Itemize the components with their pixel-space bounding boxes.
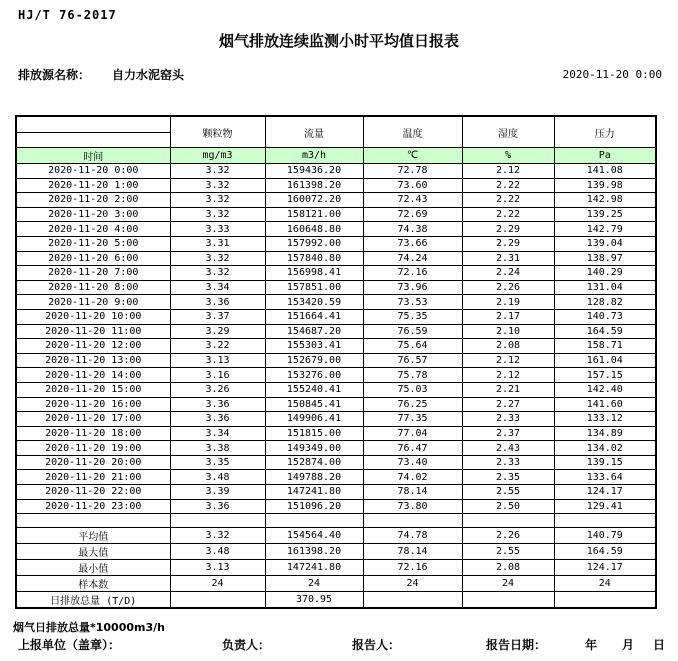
summary-value-1: 154564.40: [265, 528, 363, 544]
value-cell-1: 153276.00: [265, 368, 363, 383]
time-cell: 2020-11-20 15:00: [16, 382, 170, 397]
value-cell-2: 73.40: [363, 455, 462, 470]
value-cell-4: 133.64: [554, 470, 656, 485]
summary-label: 日排放总量 (T/D): [16, 592, 170, 609]
value-cell-0: 3.32: [170, 207, 265, 222]
summary-value-3: 2.08: [462, 560, 554, 576]
value-cell-4: 139.98: [554, 178, 656, 193]
time-header-blank: [16, 116, 170, 132]
value-cell-3: 2.43: [462, 441, 554, 456]
value-cell-2: 73.80: [363, 499, 462, 514]
value-cell-4: 161.04: [554, 353, 656, 368]
summary-value-2: 78.14: [363, 544, 462, 560]
value-cell-4: 158.71: [554, 339, 656, 354]
value-cell-1: 161398.20: [265, 178, 363, 193]
value-cell-2: 72.69: [363, 207, 462, 222]
value-cell-4: 140.29: [554, 266, 656, 281]
value-cell-1: 149349.00: [265, 441, 363, 456]
value-cell-0: 3.39: [170, 485, 265, 500]
value-cell-4: 133.12: [554, 412, 656, 427]
value-cell-3: 2.22: [462, 207, 554, 222]
time-cell: 2020-11-20 16:00: [16, 397, 170, 412]
unit-cell-2: ℃: [363, 148, 462, 164]
value-cell-0: 3.35: [170, 455, 265, 470]
summary-value-0: 3.48: [170, 544, 265, 560]
value-cell-4: 140.73: [554, 309, 656, 324]
value-cell-4: 134.89: [554, 426, 656, 441]
value-cell-3: 2.12: [462, 353, 554, 368]
year-label: 年: [585, 638, 598, 652]
value-cell-3: 2.22: [462, 178, 554, 193]
value-cell-2: 76.57: [363, 353, 462, 368]
value-cell-3: 2.29: [462, 222, 554, 237]
summary-label: 样本数: [16, 576, 170, 592]
value-cell-0: 3.32: [170, 266, 265, 281]
value-cell-2: 72.78: [363, 164, 462, 179]
column-header-3: 湿度: [462, 116, 554, 148]
value-cell-1: 159436.20: [265, 164, 363, 179]
emission-source-line: [18, 66, 184, 83]
value-cell-3: 2.55: [462, 485, 554, 500]
value-cell-3: 2.17: [462, 309, 554, 324]
summary-label: 最小值: [16, 560, 170, 576]
value-cell-2: 75.35: [363, 309, 462, 324]
time-cell: 2020-11-20 9:00: [16, 295, 170, 310]
time-cell: 2020-11-20 22:00: [16, 485, 170, 500]
summary-value-4: [554, 592, 656, 609]
summary-value-3: 2.26: [462, 528, 554, 544]
value-cell-3: 2.35: [462, 470, 554, 485]
value-cell-1: 158121.00: [265, 207, 363, 222]
value-cell-3: 2.50: [462, 499, 554, 514]
value-cell-2: 73.96: [363, 280, 462, 295]
value-cell-0: 3.36: [170, 397, 265, 412]
value-cell-2: 73.53: [363, 295, 462, 310]
value-cell-2: 76.59: [363, 324, 462, 339]
gap-cell: [265, 514, 363, 528]
value-cell-3: 2.22: [462, 193, 554, 208]
value-cell-1: 157851.00: [265, 280, 363, 295]
time-cell: 2020-11-20 14:00: [16, 368, 170, 383]
value-cell-1: 157992.00: [265, 236, 363, 251]
gap-cell: [462, 514, 554, 528]
time-cell: 2020-11-20 17:00: [16, 412, 170, 427]
value-cell-3: 2.12: [462, 164, 554, 179]
unit-cell-3: %: [462, 148, 554, 164]
value-cell-2: 76.47: [363, 441, 462, 456]
value-cell-2: 75.78: [363, 368, 462, 383]
value-cell-1: 160648.80: [265, 222, 363, 237]
value-cell-4: 139.15: [554, 455, 656, 470]
value-cell-0: 3.32: [170, 164, 265, 179]
value-cell-3: 2.33: [462, 455, 554, 470]
column-header-1: 流量: [265, 116, 363, 148]
summary-value-1: 370.95: [265, 592, 363, 609]
value-cell-3: 2.21: [462, 382, 554, 397]
value-cell-4: 142.40: [554, 382, 656, 397]
unit-cell-1: m3/h: [265, 148, 363, 164]
emission-source-name: 自力水泥窑头: [112, 68, 185, 82]
value-cell-0: 3.36: [170, 295, 265, 310]
value-cell-0: 3.34: [170, 426, 265, 441]
value-cell-0: 3.22: [170, 339, 265, 354]
value-cell-0: 3.32: [170, 251, 265, 266]
value-cell-1: 151815.00: [265, 426, 363, 441]
summary-value-0: 3.32: [170, 528, 265, 544]
responsible-label: 负责人：: [222, 638, 271, 652]
gap-cell: [554, 514, 656, 528]
value-cell-2: 73.66: [363, 236, 462, 251]
summary-value-2: [363, 592, 462, 609]
value-cell-3: 2.12: [462, 368, 554, 383]
value-cell-4: 124.17: [554, 485, 656, 500]
value-cell-0: 3.26: [170, 382, 265, 397]
time-cell: 2020-11-20 5:00: [16, 236, 170, 251]
unit-cell-0: mg/m3: [170, 148, 265, 164]
time-cell: 2020-11-20 21:00: [16, 470, 170, 485]
summary-value-4: 124.17: [554, 560, 656, 576]
value-cell-1: 147241.80: [265, 485, 363, 500]
value-cell-4: 141.08: [554, 164, 656, 179]
value-cell-1: 155303.41: [265, 339, 363, 354]
time-column-header: 时间: [16, 148, 170, 164]
summary-value-1: 161398.20: [265, 544, 363, 560]
value-cell-1: 152679.00: [265, 353, 363, 368]
value-cell-3: 2.24: [462, 266, 554, 281]
total-emission-note: 烟气日排放总量*10000m3/h: [13, 621, 165, 634]
value-cell-4: 134.02: [554, 441, 656, 456]
day-label: 日: [653, 638, 666, 652]
summary-value-4: 164.59: [554, 544, 656, 560]
value-cell-3: 2.08: [462, 339, 554, 354]
summary-value-1: 147241.80: [265, 560, 363, 576]
value-cell-0: 3.29: [170, 324, 265, 339]
value-cell-3: 2.10: [462, 324, 554, 339]
value-cell-1: 160072.20: [265, 193, 363, 208]
value-cell-3: 2.19: [462, 295, 554, 310]
value-cell-0: 3.38: [170, 441, 265, 456]
time-cell: 2020-11-20 1:00: [16, 178, 170, 193]
time-cell: 2020-11-20 19:00: [16, 441, 170, 456]
value-cell-4: 131.04: [554, 280, 656, 295]
report-unit-label: 上报单位（盖章）：: [18, 638, 121, 652]
value-cell-0: 3.31: [170, 236, 265, 251]
emission-source-label: 排放源名称：: [18, 68, 91, 82]
summary-label: 平均值: [16, 528, 170, 544]
value-cell-1: 152874.00: [265, 455, 363, 470]
report-datetime: 2020-11-20 0:00: [562, 68, 662, 81]
time-header-blank: [16, 132, 170, 148]
time-cell: 2020-11-20 10:00: [16, 309, 170, 324]
summary-label: 最大值: [16, 544, 170, 560]
value-cell-2: 74.38: [363, 222, 462, 237]
value-cell-2: 75.03: [363, 382, 462, 397]
value-cell-2: 74.02: [363, 470, 462, 485]
value-cell-1: 155240.41: [265, 382, 363, 397]
summary-value-0: 24: [170, 576, 265, 592]
value-cell-3: 2.31: [462, 251, 554, 266]
summary-value-2: 74.78: [363, 528, 462, 544]
value-cell-2: 78.14: [363, 485, 462, 500]
value-cell-0: 3.48: [170, 470, 265, 485]
value-cell-1: 156998.41: [265, 266, 363, 281]
value-cell-4: 164.59: [554, 324, 656, 339]
page-title: 烟气排放连续监测小时平均值日报表: [218, 32, 459, 50]
reporter-label: 报告人：: [352, 638, 401, 652]
value-cell-0: 3.32: [170, 193, 265, 208]
value-cell-2: 75.64: [363, 339, 462, 354]
summary-value-3: [462, 592, 554, 609]
time-cell: 2020-11-20 7:00: [16, 266, 170, 281]
value-cell-2: 74.24: [363, 251, 462, 266]
value-cell-4: 138.97: [554, 251, 656, 266]
time-cell: 2020-11-20 18:00: [16, 426, 170, 441]
value-cell-1: 154687.20: [265, 324, 363, 339]
summary-value-0: 3.13: [170, 560, 265, 576]
value-cell-0: 3.13: [170, 353, 265, 368]
value-cell-4: 129.41: [554, 499, 656, 514]
value-cell-3: 2.29: [462, 236, 554, 251]
value-cell-2: 77.35: [363, 412, 462, 427]
value-cell-0: 3.37: [170, 309, 265, 324]
summary-value-3: 24: [462, 576, 554, 592]
value-cell-2: 76.25: [363, 397, 462, 412]
value-cell-1: 150845.41: [265, 397, 363, 412]
signature-line: [0, 636, 678, 654]
value-cell-0: 3.16: [170, 368, 265, 383]
value-cell-4: 128.82: [554, 295, 656, 310]
time-cell: 2020-11-20 4:00: [16, 222, 170, 237]
value-cell-2: 72.43: [363, 193, 462, 208]
value-cell-3: 2.27: [462, 397, 554, 412]
summary-value-4: 24: [554, 576, 656, 592]
month-label: 月: [622, 638, 635, 652]
value-cell-1: 149906.41: [265, 412, 363, 427]
value-cell-3: 2.26: [462, 280, 554, 295]
unit-cell-4: Pa: [554, 148, 656, 164]
value-cell-1: 151664.41: [265, 309, 363, 324]
value-cell-0: 3.33: [170, 222, 265, 237]
report-date-label: 报告日期：: [486, 638, 547, 652]
value-cell-3: 2.37: [462, 426, 554, 441]
column-header-4: 压力: [554, 116, 656, 148]
value-cell-0: 3.36: [170, 412, 265, 427]
value-cell-2: 73.60: [363, 178, 462, 193]
time-cell: 2020-11-20 20:00: [16, 455, 170, 470]
column-header-0: 颗粒物: [170, 116, 265, 148]
standard-code: HJ/T 76-2017: [18, 8, 117, 22]
column-header-2: 温度: [363, 116, 462, 148]
time-cell: 2020-11-20 8:00: [16, 280, 170, 295]
summary-value-1: 24: [265, 576, 363, 592]
time-cell: 2020-11-20 3:00: [16, 207, 170, 222]
value-cell-1: 153420.59: [265, 295, 363, 310]
value-cell-4: 157.15: [554, 368, 656, 383]
gap-cell: [363, 514, 462, 528]
value-cell-0: 3.34: [170, 280, 265, 295]
time-cell: 2020-11-20 0:00: [16, 164, 170, 179]
value-cell-2: 77.04: [363, 426, 462, 441]
gap-cell: [170, 514, 265, 528]
value-cell-4: 139.04: [554, 236, 656, 251]
value-cell-4: 142.79: [554, 222, 656, 237]
time-cell: 2020-11-20 2:00: [16, 193, 170, 208]
summary-value-2: 72.16: [363, 560, 462, 576]
value-cell-0: 3.32: [170, 178, 265, 193]
value-cell-0: 3.36: [170, 499, 265, 514]
value-cell-4: 141.60: [554, 397, 656, 412]
summary-value-4: 140.79: [554, 528, 656, 544]
value-cell-2: 72.16: [363, 266, 462, 281]
summary-value-0: [170, 592, 265, 609]
value-cell-3: 2.33: [462, 412, 554, 427]
value-cell-4: 139.25: [554, 207, 656, 222]
time-cell: 2020-11-20 11:00: [16, 324, 170, 339]
report-table: [15, 115, 657, 609]
value-cell-4: 142.98: [554, 193, 656, 208]
time-cell: 2020-11-20 23:00: [16, 499, 170, 514]
time-cell: 2020-11-20 6:00: [16, 251, 170, 266]
time-cell: 2020-11-20 12:00: [16, 339, 170, 354]
summary-value-3: 2.55: [462, 544, 554, 560]
value-cell-1: 157840.80: [265, 251, 363, 266]
value-cell-1: 151096.20: [265, 499, 363, 514]
gap-cell: [16, 514, 170, 528]
time-cell: 2020-11-20 13:00: [16, 353, 170, 368]
summary-value-2: 24: [363, 576, 462, 592]
value-cell-1: 149788.20: [265, 470, 363, 485]
